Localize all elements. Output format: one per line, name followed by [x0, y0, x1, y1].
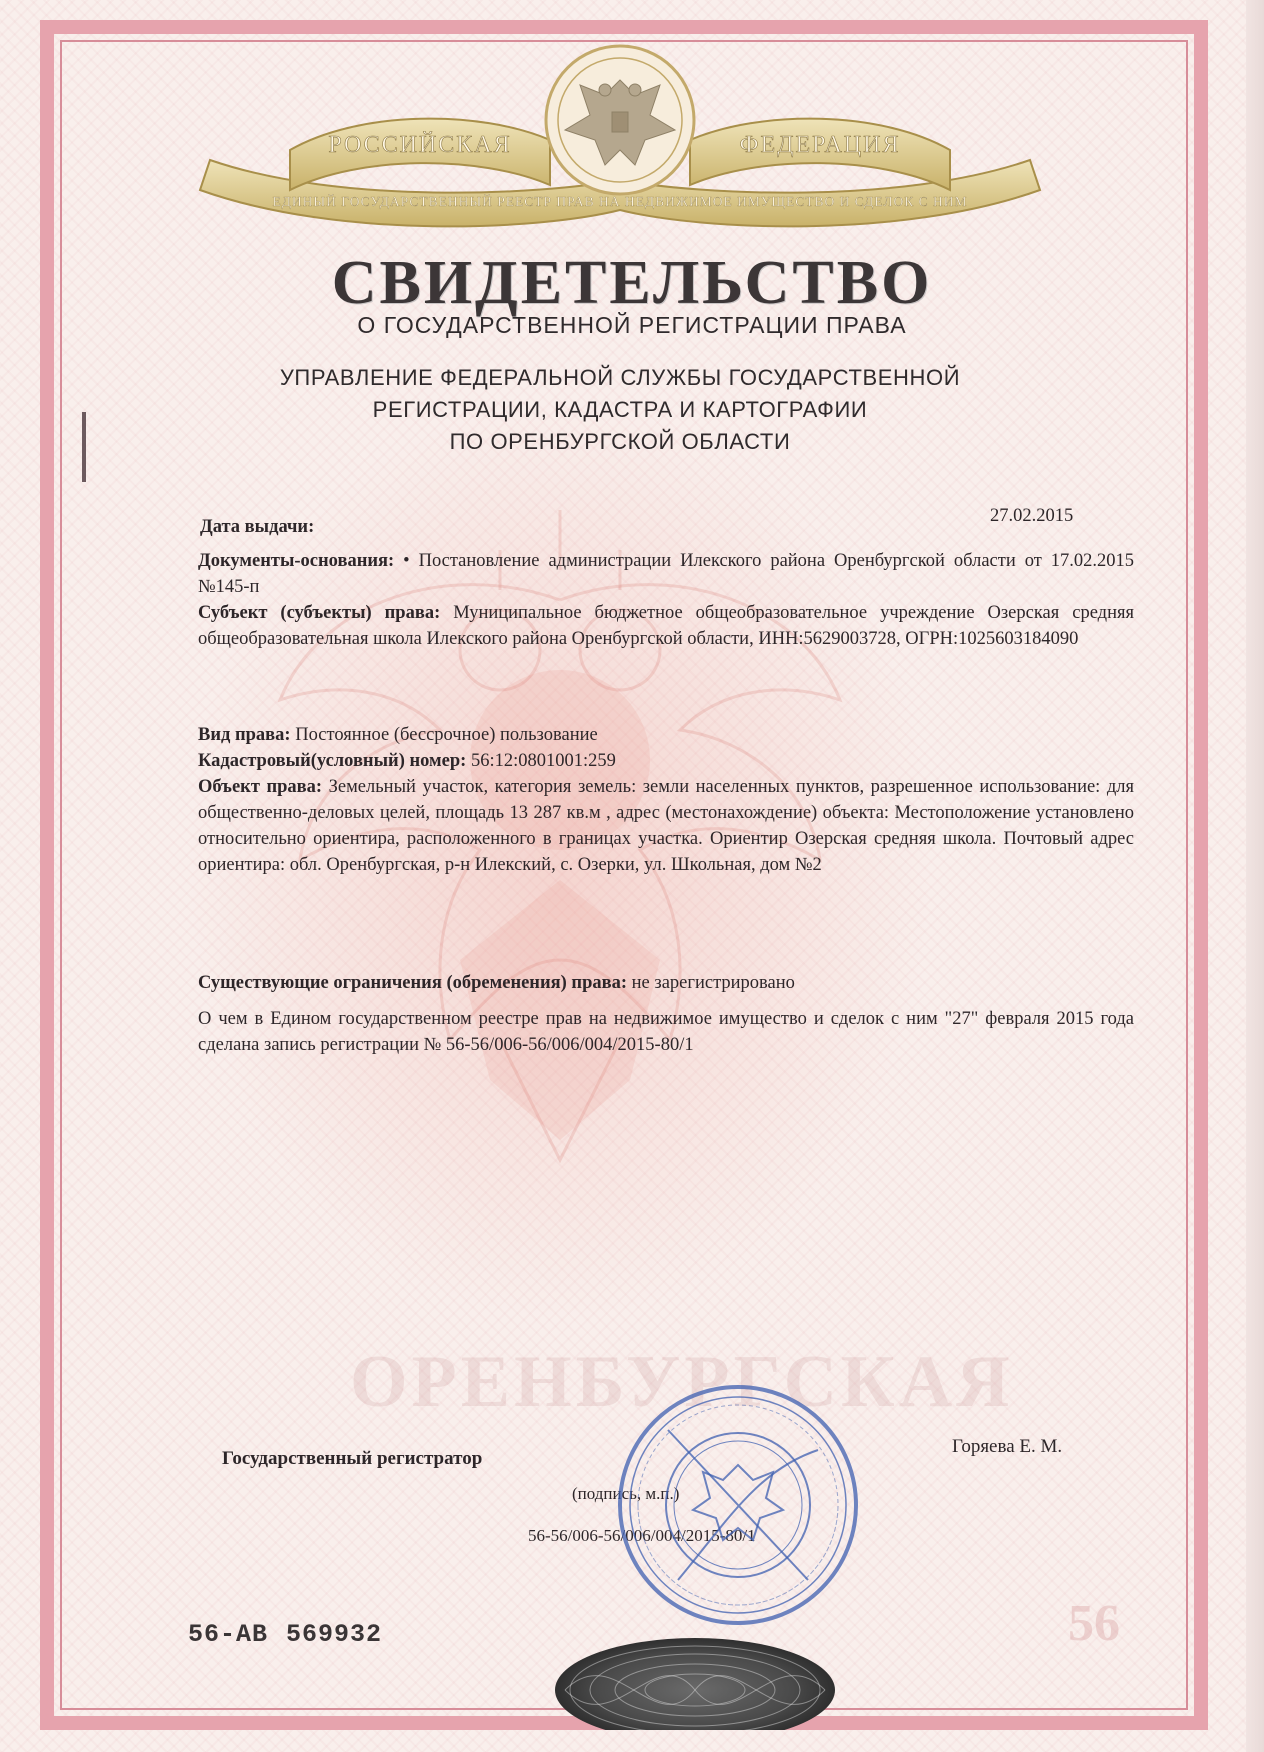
binding-mark: [82, 412, 86, 482]
registrar-name: Горяева Е. М.: [952, 1436, 1063, 1457]
right-type-value: Постоянное (бессрочное) пользование: [295, 725, 598, 745]
issue-date-value: 27.02.2015: [990, 506, 1074, 526]
signature-note: (подпись, м.п.): [572, 1484, 680, 1503]
form-serial-number: [188, 1620, 400, 1649]
cadastral-number-value: 56:12:0801001:259: [470, 751, 616, 771]
authority-line: УПРАВЛЕНИЕ ФЕДЕРАЛЬНОЙ СЛУЖБЫ ГОСУДАРСТВЕННОЙ: [279, 365, 961, 390]
authority-line: РЕГИСТРАЦИИ, КАДАСТРА И КАРТОГРАФИИ: [372, 397, 868, 422]
registration-record-number: 56-56/006-56/006/004/2015-80/1: [528, 1526, 756, 1545]
right-holder-value: Муниципальное бюджетное общеобразовательное учреждение Озерская средняя общеобразовательная школа Илекского района Оренбургской области, ИНН:5629003728, ОГРН:1025603184090: [198, 603, 1134, 649]
banner-ribbon-text: ЕДИНЫЙ ГОСУДАРСТВЕННЫЙ РЕЕСТР ПРАВ НА НЕДВИЖИМОЕ ИМУЩЕСТВО И СДЕЛОК С НИМ: [272, 194, 968, 209]
region-code-watermark: 56: [1068, 1595, 1120, 1652]
property-object-label: Объект права:: [198, 777, 323, 797]
documents-basis-label: Документы-основания:: [198, 551, 395, 571]
property-object-value: Земельный участок, категория земель: земли населенных пунктов, разрешенное использование: для общественно-деловых целей, площадь 13 287 кв.м , адрес (местонахождение) объекта: Местоположение установлено относительно ориентира, расположенного в границах участка. Ориентир Озерская средняя школа. Почтовый адрес ориентира: обл. Оренбургская, р-н Илекский, с. Озерки, ул. Школьная, дом №2: [198, 777, 1135, 875]
documents-basis-value: • Постановление администрации Илекского района Оренбургской области от 17.02.2015 №145-п: [198, 551, 1134, 597]
issuing-authority: [180, 362, 1060, 458]
official-seal-stamp: [608, 1370, 868, 1640]
authority-line: ПО ОРЕНБУРГСКОЙ ОБЛАСТИ: [449, 429, 791, 454]
guilloche-rosette: [545, 1620, 845, 1730]
cadastral-number: [198, 748, 1134, 774]
right-type-label: Вид права:: [198, 725, 291, 745]
document-title: СВИДЕТЕЛЬСТВО: [331, 249, 933, 317]
right-holder: [198, 600, 1134, 652]
cadastral-number-label: Кадастровый(условный) номер:: [198, 751, 467, 771]
registry-record-note: О чем в Едином государственном реестре прав на недвижимое имущество и сделок с ним "27" февраля 2015 года сделана запись регистрации № 56-56/006-56/006/004/2015-80/1: [198, 1009, 1134, 1055]
documents-basis: [198, 548, 1134, 600]
banner-right-text: ФЕДЕРАЦИЯ: [739, 132, 901, 158]
region-watermark: ОРЕНБУРГСКАЯ: [350, 1341, 1014, 1423]
restrictions-label: Существующие ограничения (обременения) права:: [198, 973, 628, 993]
restrictions: [198, 970, 1134, 996]
right-type: [198, 722, 1134, 748]
registrar-label: Государственный регистратор: [222, 1448, 483, 1469]
form-number: 569932: [286, 1620, 383, 1649]
property-object: [198, 774, 1134, 878]
right-holder-label: Субъект (субъекты) права:: [198, 603, 441, 623]
issue-date-label: Дата выдачи:: [200, 517, 315, 537]
restrictions-value: не зарегистрировано: [631, 973, 795, 993]
crest-banner: [180, 40, 1060, 240]
document-subtitle: О ГОСУДАРСТВЕННОЙ РЕГИСТРАЦИИ ПРАВА: [357, 312, 907, 338]
banner-left-text: РОССИЙСКАЯ: [328, 132, 512, 158]
form-series: 56-АВ: [188, 1620, 269, 1649]
